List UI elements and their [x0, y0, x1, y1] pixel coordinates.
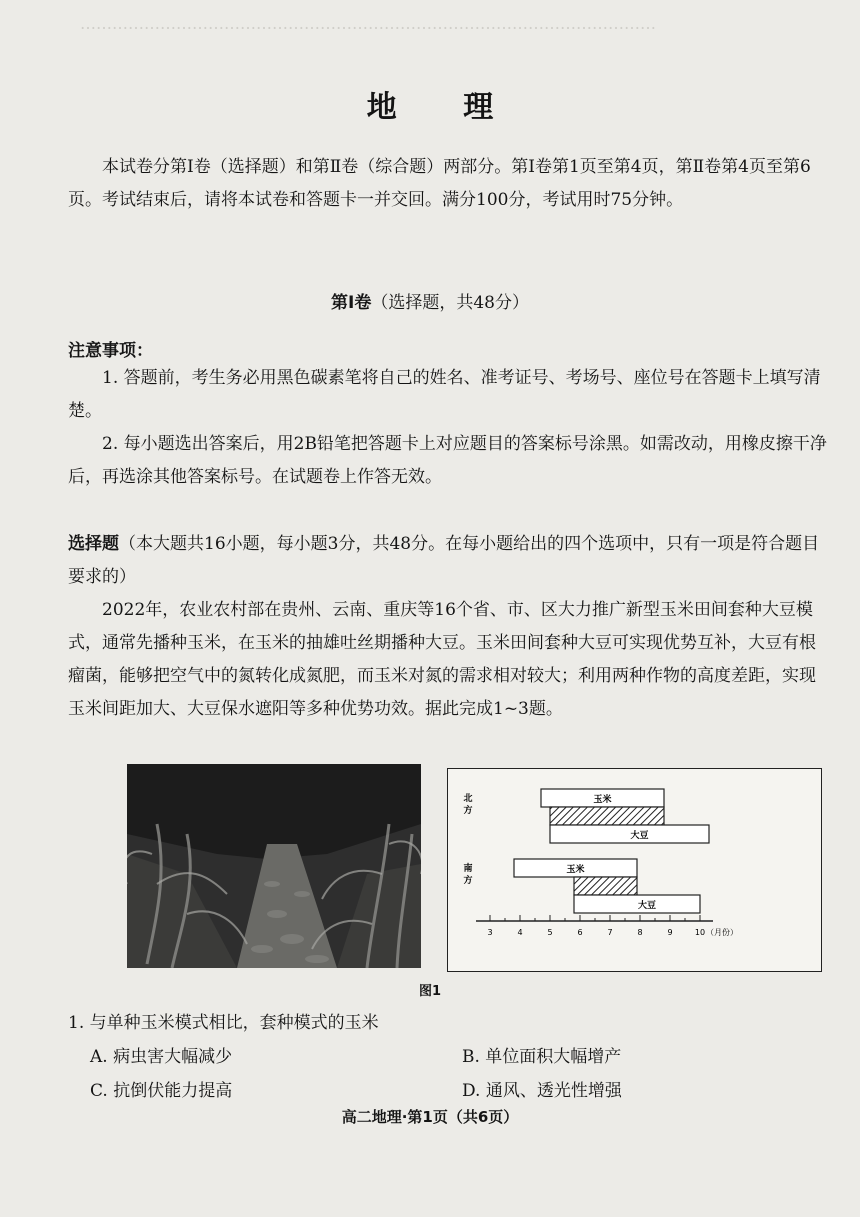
cornfield-photo-drawing [127, 764, 421, 968]
figure-1 [127, 764, 845, 970]
cornfield-photo [127, 764, 421, 968]
option-b[interactable]: B. 单位面积大幅增产 [462, 1047, 622, 1067]
notice-item-2: 2. 每小题选出答案后，用2B铅笔把答题卡上对应题目的答案标号涂黑。如需改动，用橡皮擦干净后，再选涂其他答案标号。在试题卷上作答无效。 [68, 434, 827, 487]
planting-calendar-chart [447, 768, 822, 972]
x-tick-label: 5 [547, 928, 553, 937]
intro-paragraph: 本试卷分第Ⅰ卷（选择题）和第Ⅱ卷（综合题）两部分。第Ⅰ卷第1页至第4页，第Ⅱ卷第4页至第6页。考试结束后，请将本试卷和答题卡一并交回。满分100分，考试用时75分钟。 [68, 157, 811, 210]
page-title: 地 理 [366, 90, 522, 125]
region-label-2: 方 [463, 876, 473, 886]
question-1-stem: 1. 与单种玉米模式相比，套种模式的玉米 [68, 1013, 379, 1033]
x-tick-label: 9 [667, 928, 673, 937]
notice-label: 注意事项： [68, 341, 153, 361]
section-title: 第Ⅰ卷 [331, 293, 372, 313]
overlap-北方 [550, 807, 664, 825]
mc-description: （本大题共16小题，每小题3分，共48分。在每小题给出的四个选项中，只有一项是符合题目要求的） [68, 534, 820, 587]
planting-calendar-svg [448, 769, 821, 971]
bar-label-大豆: 大豆 [637, 901, 657, 911]
x-tick-label: 7 [607, 928, 613, 937]
x-axis-unit: （月份） [706, 928, 738, 937]
passage-paragraph: 2022年，农业农村部在贵州、云南、重庆等16个省、市、区大力推广新型玉米田间套种大豆模式，通常先播种玉米，在玉米的抽雄吐丝期播种大豆。玉米田间套种大豆可实现优势互补，大豆有根瘤菌，能够把空气中的氮转化成氮肥，而玉米对氮的需求相对较大；利用两种作物的高度差距，实现玉米间距加大、大豆保水遮阳等多种优势功效。据此完成1~3题。 [68, 600, 816, 719]
x-tick-label: 10 [694, 928, 706, 937]
page-footer: 高二地理·第1页（共6页） [341, 1108, 519, 1126]
region-label-2: 南 [463, 864, 473, 874]
bleed-through-text: ……………………………………………………………………………………………… [80, 14, 656, 33]
overlap-南方 [574, 877, 637, 895]
region-label-1: 北 [463, 794, 473, 804]
x-tick-label: 8 [637, 928, 643, 937]
notice-item-1: 1. 答题前，考生务必用黑色碳素笔将自己的姓名、准考证号、考场号、座位号在答题卡上填写清楚。 [68, 368, 821, 421]
x-tick-label: 4 [517, 928, 523, 937]
option-a[interactable]: A. 病虫害大幅减少 [90, 1047, 233, 1067]
figure-caption: 图1 [418, 984, 442, 999]
mc-label: 选择题 [68, 534, 119, 554]
section-heading [0, 288, 860, 313]
bar-label-大豆: 大豆 [630, 831, 649, 841]
mc-instructions [68, 528, 830, 594]
option-d[interactable]: D. 通风、透光性增强 [462, 1081, 622, 1101]
option-c[interactable]: C. 抗倒伏能力提高 [90, 1081, 233, 1101]
section-subtitle: （选择题，共48分） [371, 293, 529, 313]
bar-label-玉米: 玉米 [566, 865, 585, 875]
bar-label-玉米: 玉米 [593, 795, 612, 805]
x-tick-label: 3 [487, 928, 493, 937]
x-tick-label: 6 [577, 928, 583, 937]
region-label-1: 方 [463, 806, 473, 816]
